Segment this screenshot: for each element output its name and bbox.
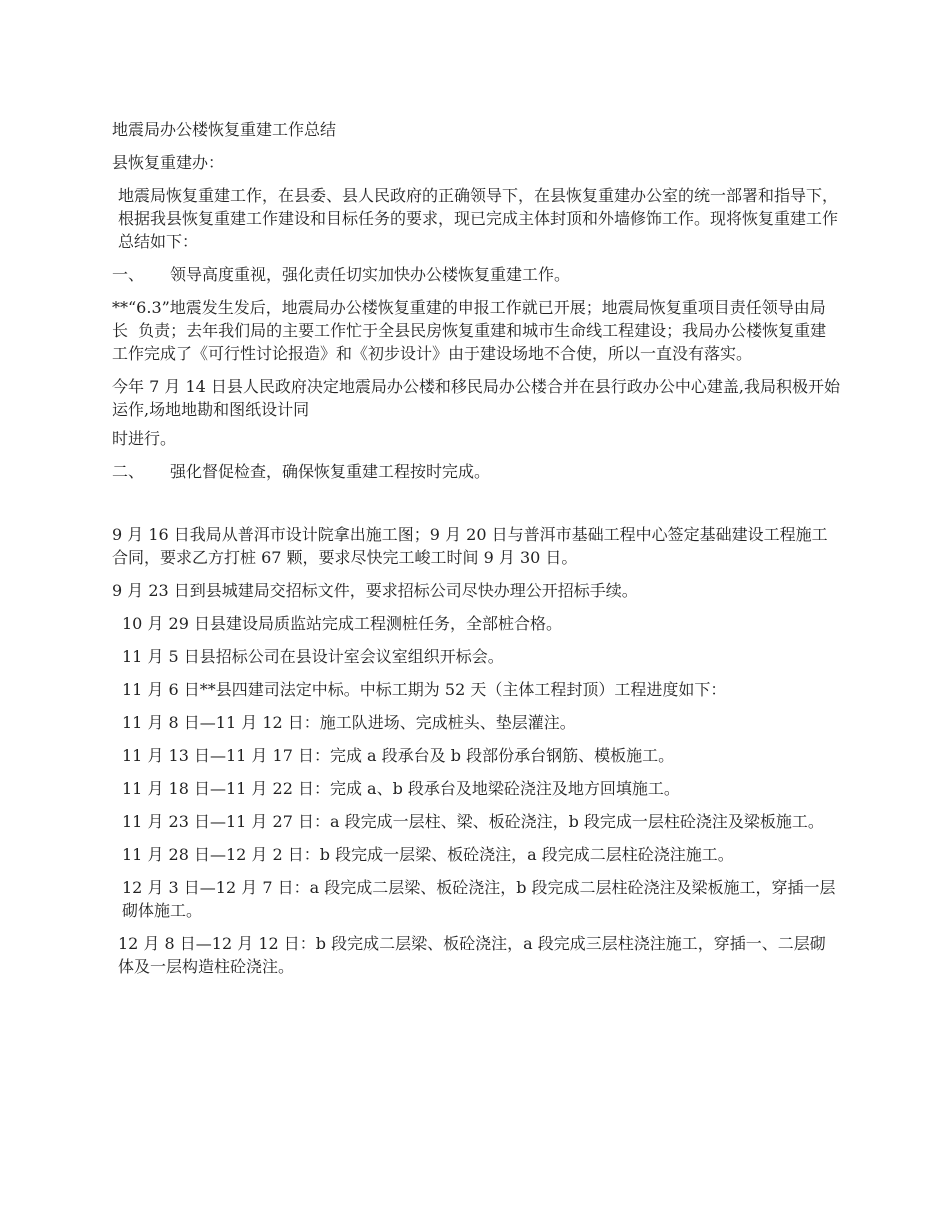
paragraph: 11 月 6 日**县四建司法定中标。中标工期为 52 天（主体工程封顶）工程进度如下：	[122, 680, 727, 699]
document-body	[112, 118, 840, 988]
schedule-item: 12 月 3 日—12 月 7 日：a 段完成二层梁、板砼浇注，b 段完成二层柱砼浇注及梁板施工，穿插一层砌体施工。	[122, 878, 836, 920]
salutation: 县恢复重建办：	[112, 153, 225, 172]
paragraph: **“6.3”地震发生发后，地震局办公楼恢复重建的申报工作就已开展；地震局恢复重项目责任领导由局长 负责；去年我们局的主要工作忙于全县民房恢复重建和城市生命线工程建设；我局办公楼恢复重建工作完成了《可行性讨论报造》和《初步设计》由于建设场地不合使，所以一直没有落实。	[112, 298, 827, 363]
paragraph: 9 月 23 日到县城建局交招标文件，要求招标公司尽快办理公开招标手续。	[112, 581, 638, 600]
section-heading-1	[112, 263, 840, 286]
schedule-item: 11 月 18 日—11 月 22 日：完成 a、b 段承台及地梁砼浇注及地方回填施工。	[122, 779, 680, 798]
section-number: 二、	[112, 462, 145, 481]
section-title: 领导高度重视，强化责任切实加快办公楼恢复重建工作。	[170, 265, 571, 284]
schedule-item: 11 月 8 日—11 月 12 日：施工队进场、完成桩头、垫层灌注。	[122, 713, 576, 732]
section-number: 一、	[112, 265, 145, 284]
intro-paragraph: 地震局恢复重建工作，在县委、县人民政府的正确领导下，在县恢复重建办公室的统一部署和指导下，根据我县恢复重建工作建设和目标任务的要求，现已完成主体封顶和外墙修饰工作。现将恢复重建工作总结如下：	[118, 186, 839, 251]
schedule-item: 11 月 28 日—12 月 2 日：b 段完成一层梁、板砼浇注，a 段完成二层柱砼浇注施工。	[122, 845, 734, 864]
paragraph: 9 月 16 日我局从普洱市设计院拿出施工图；9 月 20 日与普洱市基础工程中心签定基础建设工程施工合同，要求乙方打桩 67 颗，要求尽快完工峻工时间 9 月 30 日。	[112, 525, 828, 567]
paragraph: 10 月 29 日县建设局质监站完成工程测桩任务，全部桩合格。	[122, 614, 562, 633]
section-title: 强化督促检查，确保恢复重建工程按时完成。	[170, 462, 491, 481]
paragraph: 今年 7 月 14 日县人民政府决定地震局办公楼和移民局办公楼合并在县行政办公中心建盖,我局积极开始运作,场地地勘和图纸设计同	[112, 377, 840, 419]
section-heading-2	[112, 460, 840, 483]
paragraph: 时进行。	[112, 429, 177, 448]
spacer	[112, 493, 840, 523]
schedule-item: 11 月 23 日—11 月 27 日：a 段完成一层柱、梁、板砼浇注，b 段完成一层柱砼浇注及梁板施工。	[122, 812, 824, 831]
document-title: 地震局办公楼恢复重建工作总结	[112, 120, 337, 139]
schedule-item: 12 月 8 日—12 月 12 日：b 段完成二层梁、板砼浇注，a 段完成三层柱浇注施工，穿插一、二层砌体及一层构造柱砼浇注。	[118, 934, 826, 976]
paragraph: 11 月 5 日县招标公司在县设计室会议室组织开标会。	[122, 647, 504, 666]
schedule-item: 11 月 13 日—11 月 17 日：完成 a 段承台及 b 段部份承台钢筋、模板施工。	[122, 746, 675, 765]
